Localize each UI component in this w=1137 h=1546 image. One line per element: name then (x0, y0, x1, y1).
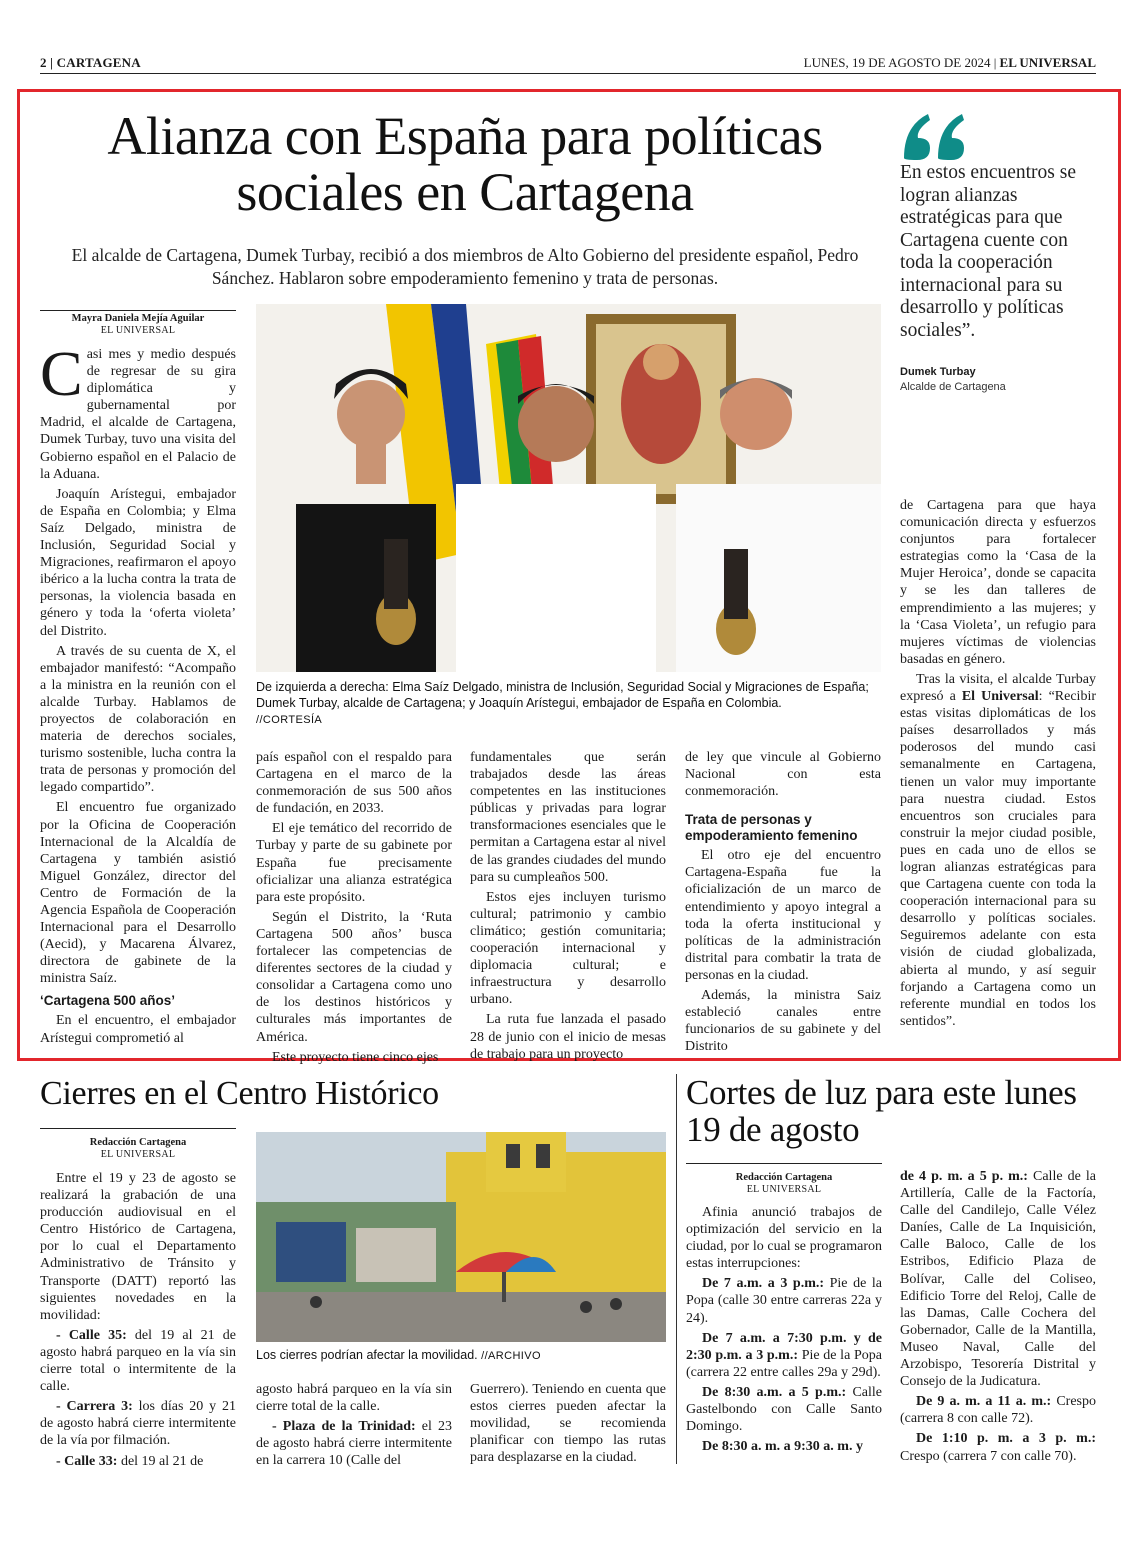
list-item: de 4 p. m. a 5 p. m.: Calle de la Artillería, Calle de la Factoría, Calle del Candilejo, Calle Vélez Daníes, Calle de La Inquisición, Calle Baloco, Calle de los Estribos, Edificio Plaza de Bolívar, Calle del Coliseo, Edificio Torre del Reloj, Calle de las Damas, Calle Cochera del Gobernador, Calle de la Mantilla, Museo Naval, Calle del Arzobispo, Tesorería Distrital y Consejo de la Judicatura. (900, 1169, 1096, 1390)
paragraph: Guerrero). Teniendo en cuenta que estos cierres pueden afectar la movilidad, se recomienda planificar con tiempo las rutas para desplazarse en la ciudad. (470, 1382, 666, 1466)
author-name: Mayra Daniela Mejía Aguilar (71, 313, 205, 324)
paragraph: Entre el 19 y 23 de agosto se realizará la grabación de una producción audiovisual en el Centro Histórico de Cartagena, por lo cual el Departamento Administrativo de Tránsito y Transporte (DATT) reportó las siguientes novedades en la movilidad: (40, 1171, 236, 1323)
quote-author: Dumek Turbay (900, 366, 976, 378)
paragraph: El encuentro fue organizado por la Oficina de Cooperación Internacional de la Alcaldía de Cartagena y también asistió Miguel González, director del Centro de Formación de la Agencia Española de Cooperación Internacional para el Desarrollo (Aecid), y Macarena Álvarez, directora de gabinete de la ministra Saíz. (40, 800, 236, 987)
list-item: - Calle 33: del 19 al 21 de (56, 1453, 204, 1469)
outlet-name: EL UNIVERSAL (746, 1184, 822, 1195)
list-item: De 8:30 a. m. a 9:30 a. m. y (702, 1439, 863, 1455)
section-label: 2 | CARTAGENA (40, 55, 141, 70)
list-item: De 8:30 a.m. a 5 p.m.: Calle Gastelbondo con Calle Santo Domingo. (686, 1384, 882, 1435)
outlet-name: EL UNIVERSAL (100, 1149, 176, 1160)
paragraph: El eje temático del recorrido de Turbay y parte de su gabinete por España fue precisamente oficializar una alianza estratégica para este propósito. (256, 821, 452, 905)
paragraph: de ley que vincule al Gobierno Nacional con esta conmemoración. (685, 750, 881, 800)
main-col-1 (40, 338, 236, 1050)
paragraph: Según el Distrito, la ‘Ruta Cartagena 500 años’ busca fortalecer las competencias de diferentes sectores de la ciudad y consolidar a Cartagena como uno de los destinos históricos y culturales más importantes de América. (256, 909, 452, 1045)
main-byline (40, 313, 236, 337)
main-col-3 (470, 749, 666, 1066)
author-name: Redacción Cartagena (735, 1172, 833, 1183)
photo-credit: //CORTESÍA (256, 714, 323, 726)
paragraph: Además, la ministra Saiz estableció canales entre funcionarios de su gabinete y del Distrito (685, 988, 881, 1055)
paragraph: país español con el respaldo para Cartagena en el marco de la conmemoración de sus 500 años de fundación, en 2033. (256, 750, 452, 817)
article2-col-3 (470, 1381, 666, 1469)
street-photo-illustration (256, 1132, 666, 1342)
article2-photo (256, 1132, 666, 1342)
photo-credit: //ARCHIVO (481, 1350, 541, 1362)
article3-headline: Cortes de luz para este lunes 19 de agosto (686, 1073, 1077, 1149)
list-item: - Calle 35: del 19 al 21 de agosto habrá parqueo en la vía sin cierre total o intermitente de la calle. (40, 1327, 237, 1395)
main-col-2 (256, 749, 452, 1069)
paragraph: Estos ejes incluyen turismo cultural; patrimonio y cambio climático; gestión comunitaria; cooperación internacional y diplomacia cultural; e infraestructura y desarrollo urbano. (470, 889, 666, 1008)
quote-mark-icon (900, 106, 970, 166)
list-item: De 7 a.m. a 3 p.m.: Pie de la Popa (calle 30 entre carreras 22a y 24). (686, 1276, 882, 1326)
paragraph: fundamentales que serán trabajados desde las áreas competentes en las instituciones públicas y privadas para lograr transformaciones esenciales que le permitan a Cartagena estar al nivel de las grandes ciudades del mundo para su cumpleaños 500. (470, 750, 666, 885)
pull-quote: En estos encuentros se logran alianzas estratégicas para que Cartagena cuente con toda la cooperación internacional para su desarrollo y políticas sociales”. (900, 162, 1076, 341)
paragraph: El otro eje del encuentro Cartagena-España fue la oficialización de un marco de entendimiento y apoyo integral a toda la oferta institucional y políticas de la administración distrital para combatir la trata de personas en la ciudad. (685, 848, 881, 983)
article2-headline: Cierres en el Centro Histórico (40, 1075, 439, 1112)
paragraph: En el encuentro, el embajador Arístegui comprometió al (40, 1013, 236, 1046)
list-item: - Carrera 3: los días 20 y 21 de agosto habrá cierre intermitente de la vía por filmación. (40, 1399, 237, 1449)
paragraph: asi mes y medio después de regresar de su gira diplomática y gubernamental por Madrid, el alcalde de Cartagena, Dumek Turbay, tuvo una visita del Gobierno español en el Palacio de la Aduana. (40, 347, 236, 482)
main-photo-caption (256, 679, 881, 728)
article2-col-1 (40, 1170, 236, 1473)
caption-text: Los cierres podrían afectar la movilidad. (256, 1348, 478, 1362)
paragraph: Tras la visita, el alcalde Turbay expresó a El Universal: “Recibir estas visitas diplomáticas de los países desarrollados y más poderosos del mundo casi semanalmente en Cartagena, tienen un valor muy importante para nuestra ciudad. Estos encuentros son cruciales para construir la mejor ciudad posible, pues en cada uno de ellos se logran alianzas estratégicas para que Cartagena cuente con toda la cooperación internacional para su desarrollo y políticas sociales. Seguiremos adelante con esta visión de ciudad globalizada, abierta al mundo, y así seguir forjando a Cartagena como un referente mundial en todos los sentidos”. (900, 671, 1097, 1029)
subhead: Trata de personas y empoderamiento femenino (685, 812, 858, 844)
paragraph: La ruta fue lanzada el pasado 28 de junio con el inicio de mesas de trabajo para un proyecto (470, 1012, 666, 1062)
byline-rule (40, 310, 236, 311)
article2-photo-caption (256, 1347, 666, 1364)
paragraph: A través de su cuenta de X, el embajador manifestó: “Acompaño a la ministra en la reunión con el alcalde Turbay. Hablamos de proyectos de colaboración en materia de derechos sociales, turismo sostenible, lucha contra la trata de personas y promoción del legado compartido”. (40, 643, 236, 796)
outlet-name: EL UNIVERSAL (100, 325, 176, 336)
column-divider (676, 1074, 677, 1464)
paragraph: Joaquín Arístegui, embajador de España en Colombia; y Elma Saíz Delgado, ministra de Inclusión, Seguridad Social y Migraciones, reafirmaron el apoyo ibérico a la lucha contra la trata de personas, la violencia basada en género y toda la ‘oferta violeta’ del Distrito. (40, 486, 236, 639)
article2-col-2 (256, 1381, 452, 1472)
page-header (40, 52, 1096, 74)
main-col-4 (685, 749, 881, 1058)
main-deck: El alcalde de Cartagena, Dumek Turbay, recibió a dos miembros de Alto Gobierno del presidente español, Pedro Sánchez. Hablaron sobre empoderamiento femenino y trata de personas. (71, 245, 859, 288)
list-item: - Plaza de la Trinidad: el 23 de agosto habrá cierre intermitente en la carrera 10 (Calle del (256, 1419, 452, 1469)
paper-name: EL UNIVERSAL (999, 55, 1096, 70)
list-item: De 9 a. m. a 11 a. m.: Crespo (carrera 8 con calle 72). (900, 1394, 1096, 1427)
article2-byline (40, 1137, 236, 1161)
paragraph: Este proyecto tiene cinco ejes (272, 1049, 439, 1065)
byline-rule (40, 1128, 236, 1129)
byline-rule (686, 1163, 882, 1164)
subhead: ‘Cartagena 500 años’ (40, 993, 176, 1009)
main-col-5 (900, 497, 1096, 1033)
quote-role: Alcalde de Cartagena (900, 381, 1006, 393)
article3-byline (686, 1172, 882, 1196)
caption-text: De izquierda a derecha: Elma Saíz Delgado, ministra de Inclusión, Seguridad Social y Migraciones de España; Dumek Turbay, alcalde de Cartagena; y Joaquín Arístegui, embajador de España en Colombia. (256, 680, 869, 710)
list-item: De 7 a.m. a 7:30 p.m. y de 2:30 p.m. a 3 p.m.: Pie de la Popa (carrera 22 entre calles 29a y 29d). (686, 1330, 882, 1380)
article3-col-1 (686, 1204, 882, 1458)
paragraph: de Cartagena para que haya comunicación directa y esfuerzos conjuntos para fortalecer estrategias como la ‘Casa de la Mujer Heroica’, donde se capacita y se les dan talleres de emprendimiento a las mujeres; y la ‘Casa Violeta’, un refugio para mujeres víctimas de violencias basadas en género. (900, 498, 1096, 667)
list-item: De 1:10 p. m. a 3 p. m.: Crespo (carrera 7 con calle 70). (900, 1431, 1096, 1464)
paragraph: agosto habrá parqueo en la vía sin cierre total de la calle. (256, 1382, 452, 1415)
paragraph: Afinia anunció trabajos de optimización del servicio en la ciudad, por lo cual se programaron estas interrupciones: (686, 1205, 882, 1272)
main-photo (256, 304, 881, 672)
main-headline: Alianza con España para políticas sociales en Cartagena (107, 106, 823, 222)
dropcap: C (40, 338, 83, 409)
main-photo-illustration (256, 304, 881, 672)
author-name: Redacción Cartagena (89, 1137, 187, 1148)
date: LUNES, 19 DE AGOSTO DE 2024 | (803, 55, 997, 70)
date-line (804, 55, 1096, 71)
article3-col-2 (900, 1168, 1096, 1468)
